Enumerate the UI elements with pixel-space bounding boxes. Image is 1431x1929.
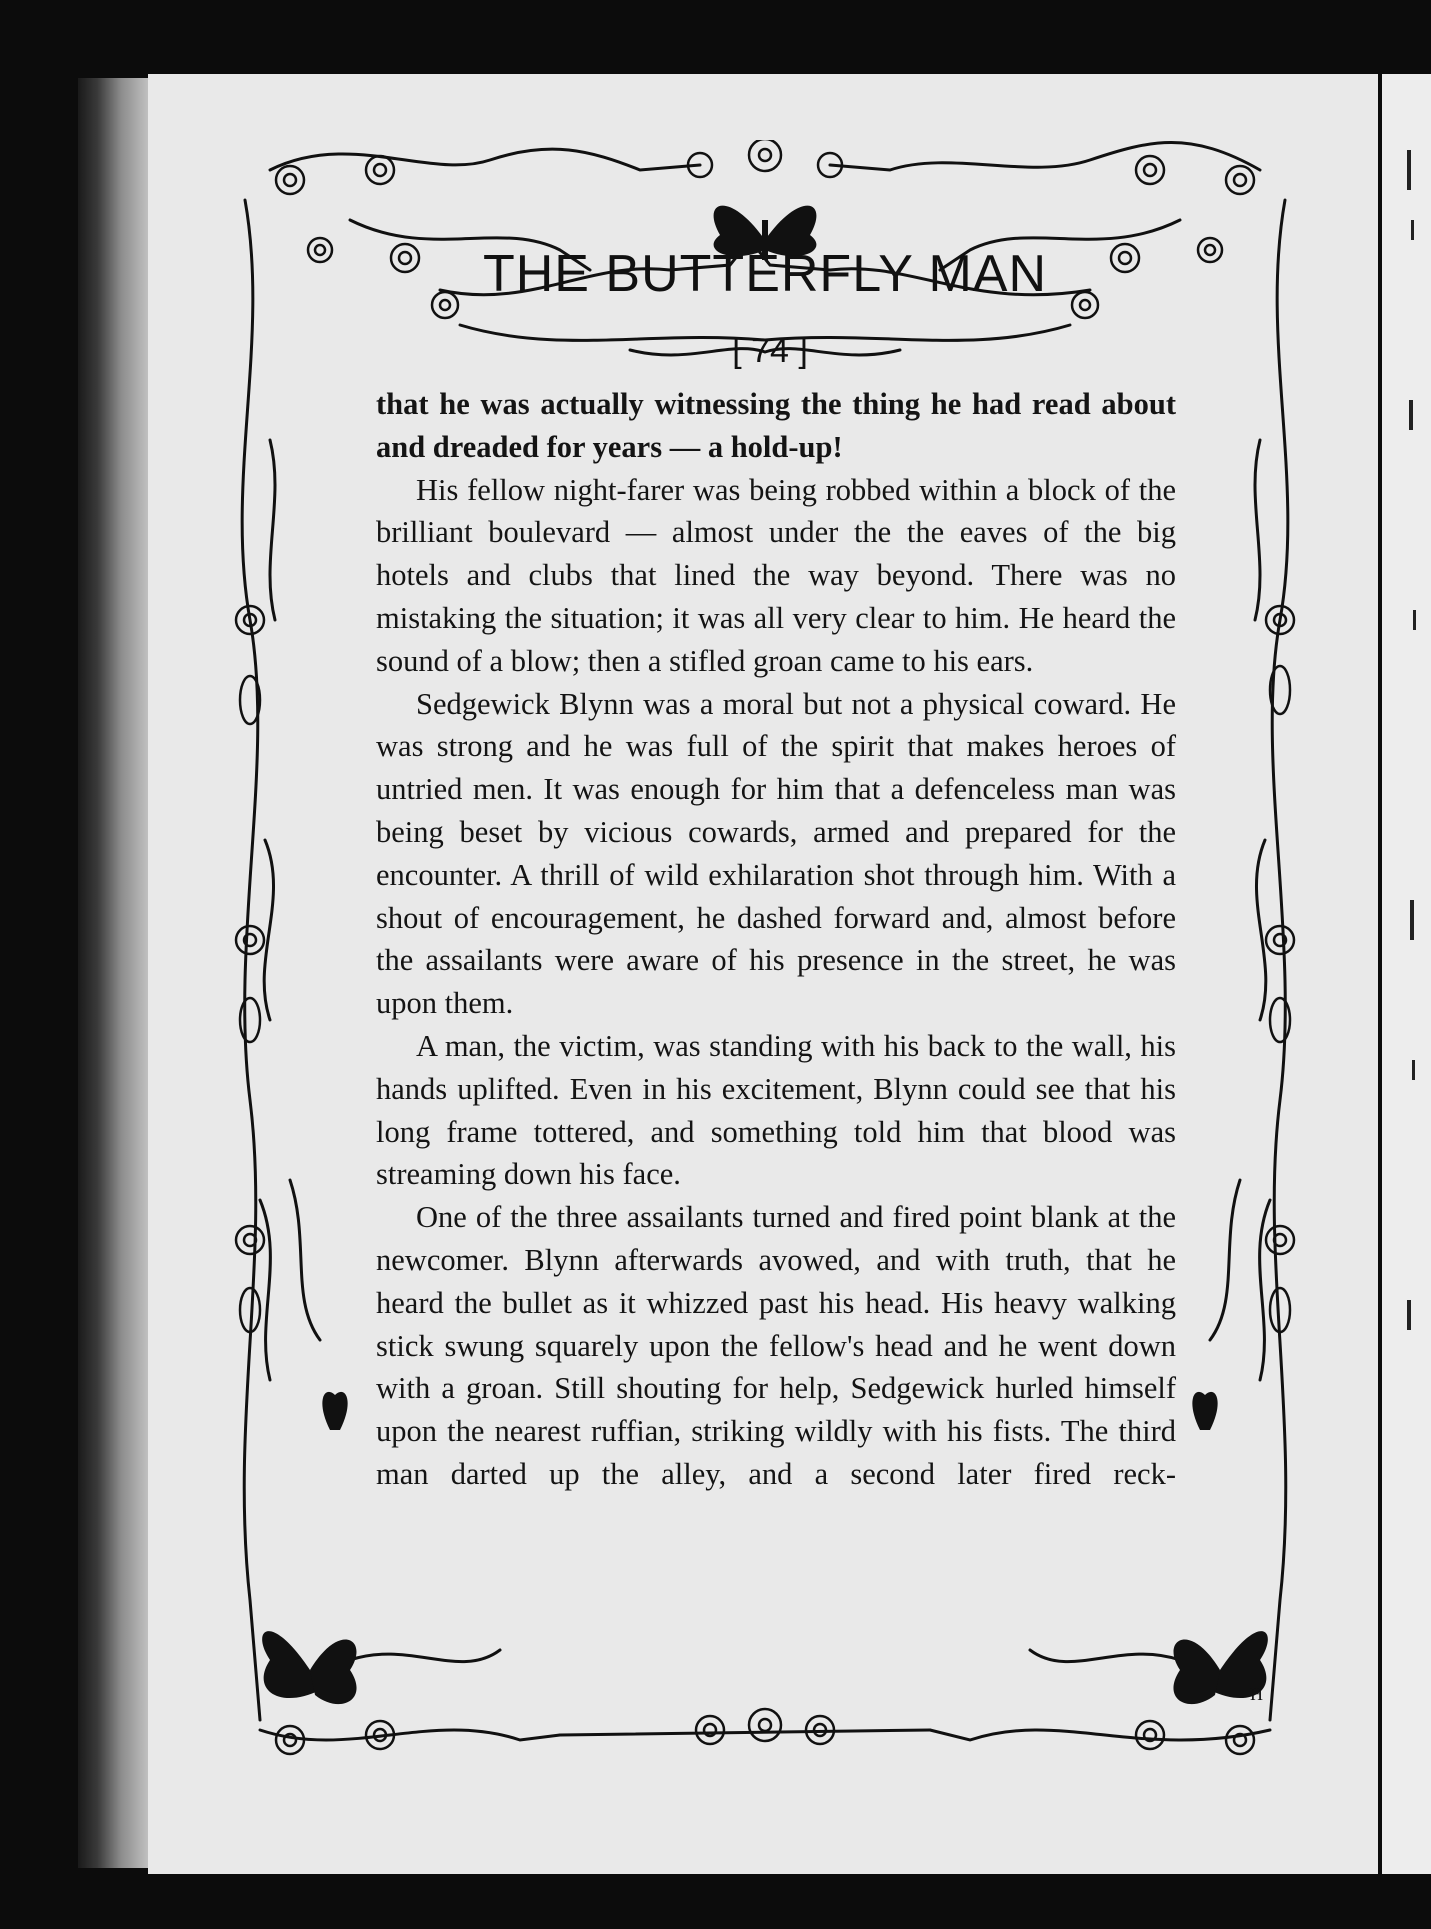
running-header: THE BUTTERFLY MAN [482,245,1047,303]
book-page-edge [78,78,156,1868]
adjacent-page-marks [1405,140,1425,1740]
body-text [376,383,1176,1496]
page-number: [ 74 ] [732,332,808,370]
ornament-monogram: H [1250,1684,1263,1704]
paragraph: that he was actually witnessing the thing he had read about and dreaded for years — a hold-up! [376,387,1176,464]
paragraph: One of the three assailants turned and fired point blank at the newcomer. Blynn afterwards avowed, and with truth, that he heard the bullet as it whizzed past his head. His heavy walking stick swung squarely upon the fellow's head and he went down with a groan. Still shouting for help, Sedgewick hurled himself upon the nearest ruffian, striking wildly with his fists. The third man darted up the alley, and a second later fired reck- [376,1200,1176,1491]
paragraph: Sedgewick Blynn was a moral but not a physical coward. He was strong and he was full of the spirit that makes heroes of untried men. It was enough for him that a defenceless man was being beset by vicious cowards, armed and prepared for the encounter. A thrill of wild exhilaration shot through him. With a shout of encouragement, he dashed forward and, almost before the assailants were aware of his presence in the street, he was upon them. [376,686,1176,1021]
paragraph: A man, the victim, was standing with his back to the wall, his hands uplifted. Even in his excitement, Blynn could see that his long frame tottered, and something told him that blood was streaming down his face. [376,1028,1176,1192]
paragraph: His fellow night-farer was being robbed within a block of the brilliant boulevard — almost under the the eaves of the big hotels and clubs that lined the way beyond. There was no mistaking the situation; it was all very clear to him. He heard the sound of a blow; then a stifled groan came to his ears. [376,472,1176,678]
